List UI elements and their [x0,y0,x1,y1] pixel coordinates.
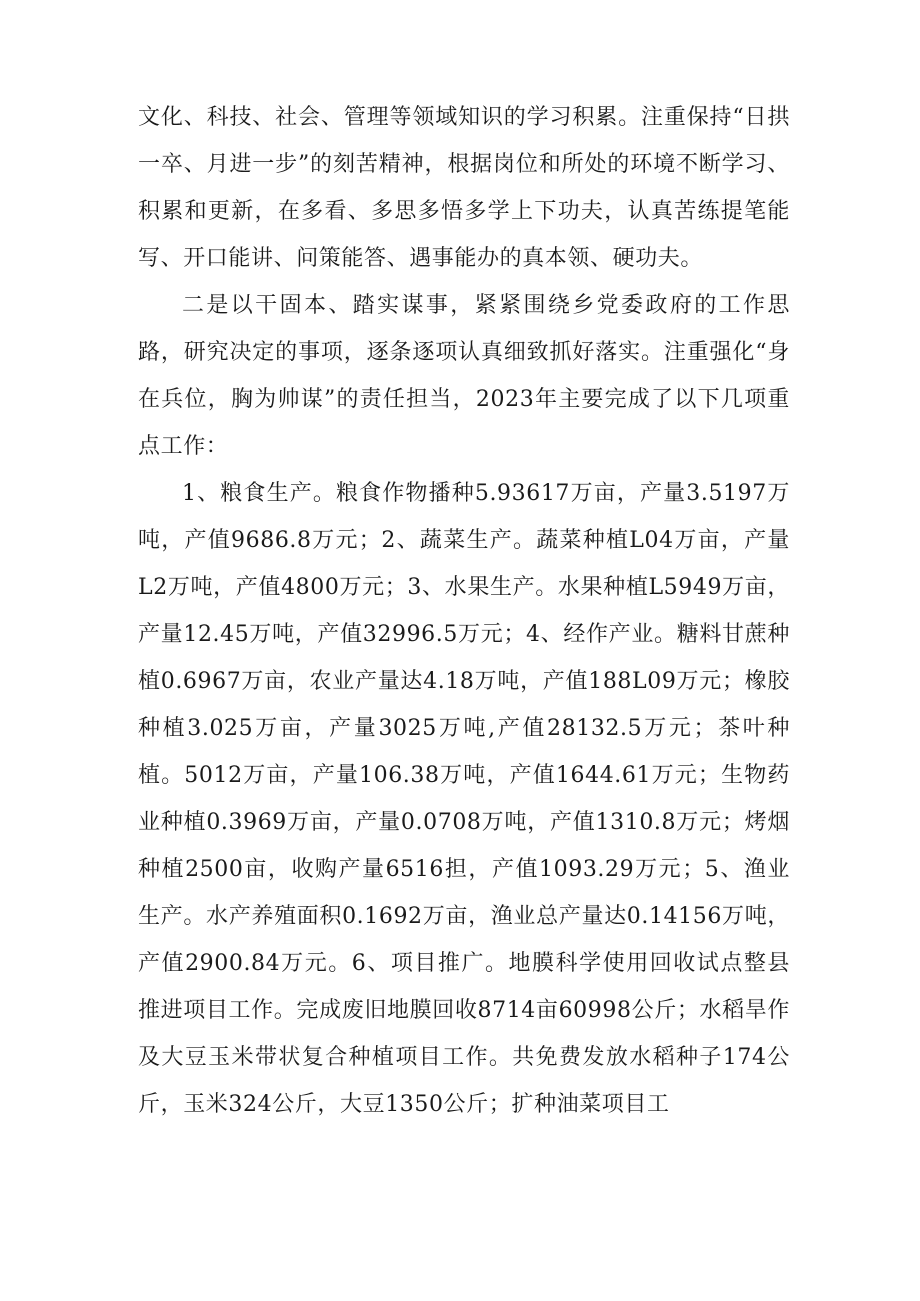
paragraph-key-work-statistics: 1、粮食生产。粮食作物播种5.93617万亩，产量3.5197万吨，产值9686.8万元；2、蔬菜生产。蔬菜种植L04万亩，产量L2万吨，产值4800万元；3、水果生产。水果种植L5949万亩，产量12.45万吨，产值32996.5万元；4、经作产业。糖料甘蔗种植0.6967万亩，农业产量达4.18万吨，产值188L09万元；橡胶种植3.025万亩，产量3025万吨,产值28132.5万元；茶叶种植。5012万亩，产量106.38万吨，产值1644.61万元；生物药业种植0.3969万亩，产量0.0708万吨，产值1310.8万元；烤烟种植2500亩，收购产量6516担，产值1093.29万元；5、渔业生产。水产养殖面积0.1692万亩，渔业总产量达0.14156万吨，产值2900.84万元。6、项目推广。地膜科学使用回收试点整县推进项目工作。完成废旧地膜回收8714亩60998公斤；水稻旱作及大豆玉米带状复合种植项目工作。共免费发放水稻种子174公斤，玉米324公斤，大豆1350公斤；扩种油菜项目工 [138,481,790,1117]
document-page [138,94,790,1128]
paragraph-work-implementation: 二是以干固本、踏实谋事，紧紧围绕乡党委政府的工作思路，研究决定的事项，逐条逐项认真细致抓好落实。注重强化“身在兵位，胸为帅谋”的责任担当，2023年主要完成了以下几项重点工作： [138,293,790,459]
paragraph-study-accumulation: 文化、科技、社会、管理等领域知识的学习积累。注重保持“日拱一卒、月进一步”的刻苦精神，根据岗位和所处的环境不断学习、积累和更新，在多看、多思多悟多学上下功夫，认真苦练提笔能写、开口能讲、问策能答、遇事能办的真本领、硬功夫。 [138,105,790,271]
